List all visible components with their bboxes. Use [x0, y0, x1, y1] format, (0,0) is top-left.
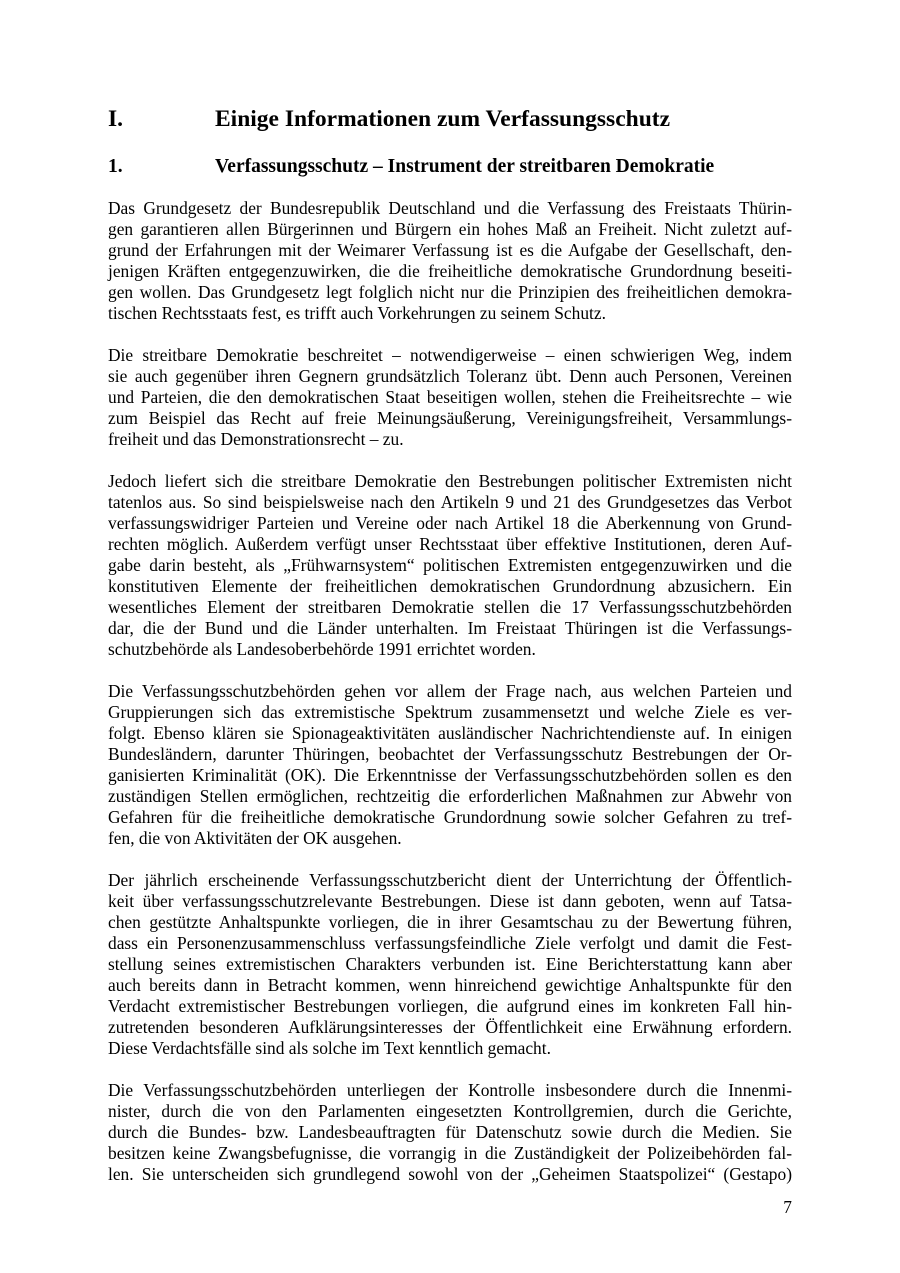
text-line: durch die Bundes- bzw. Landesbeauftragten für Datenschutz sowie durch die Medien. Sie [108, 1122, 792, 1142]
text-line: stellung seines extremistischen Charakters verbunden ist. Eine Berichterstattung kann aber [108, 954, 792, 974]
text-line: wesentliches Element der streitbaren Demokratie stellen die 17 Verfassungsschutzbehörden [108, 597, 792, 617]
text-line: zum Beispiel das Recht auf freie Meinungsäußerung, Vereinigungsfreiheit, Versammlungs- [108, 408, 792, 428]
body-text [108, 198, 792, 1206]
text-line: gen wollen. Das Grundgesetz legt folglich nicht nur die Prinzipien des freiheitlichen demokra- [108, 282, 792, 302]
text-line: dar, die der Bund und die Länder unterhalten. Im Freistaat Thüringen ist die Verfassungs- [108, 618, 792, 638]
text-line: Die Verfassungsschutzbehörden unterliegen der Kontrolle insbesondere durch die Innenmi- [108, 1080, 792, 1100]
text-line: fen, die von Aktivitäten der OK ausgehen. [108, 828, 402, 848]
text-line: dass ein Personenzusammenschluss verfassungsfeindliche Ziele verfolgt und damit die Fest- [108, 933, 792, 953]
paragraph [108, 681, 792, 849]
text-line: verfassungswidriger Parteien und Vereine oder nach Artikel 18 die Aberkennung von Grund- [108, 513, 792, 533]
text-line: nister, durch die von den Parlamenten eingesetzten Kontrollgremien, durch die Gerichte, [108, 1101, 792, 1121]
section-title: Verfassungsschutz – Instrument der streitbaren Demokratie [215, 156, 715, 177]
text-line: Die Verfassungsschutzbehörden gehen vor allem der Frage nach, aus welchen Parteien und [108, 681, 792, 701]
section-number: 1. [108, 156, 123, 177]
text-line: Diese Verdachtsfälle sind als solche im Text kenntlich gemacht. [108, 1038, 551, 1058]
text-line: gen garantieren allen Bürgerinnen und Bürgern ein hohes Maß an Freiheit. Nicht zuletzt auf- [108, 219, 792, 239]
text-line: auch bereits dann in Betracht kommen, wenn hinreichend gewichtige Anhaltspunkte für den [108, 975, 792, 995]
paragraph [108, 870, 792, 1059]
text-line: zutretenden besonderen Aufklärungsinteresses der Öffentlichkeit eine Erwähnung erfordern. [108, 1017, 792, 1037]
page-number: 7 [783, 1197, 792, 1217]
text-line: Der jährlich erscheinende Verfassungsschutzbericht dient der Unterrichtung der Öffentlich- [108, 870, 792, 890]
text-line: folgt. Ebenso klären sie Spionageaktivitäten ausländischer Nachrichtendienste auf. In einigen [108, 723, 792, 743]
text-line: chen gestützte Anhaltspunkte vorliegen, die in ihrer Gesamtschau zu der Bewertung führen, [108, 912, 792, 932]
text-line: zuständigen Stellen ermöglichen, rechtzeitig die erforderlichen Maßnahmen zur Abwehr von [108, 786, 792, 806]
text-line: Das Grundgesetz der Bundesrepublik Deutschland und die Verfassung des Freistaats Thürin- [108, 198, 792, 218]
text-line: Gruppierungen sich das extremistische Spektrum zusammensetzt und welche Ziele es ver- [108, 702, 792, 722]
text-line: gabe darin besteht, als „Frühwarnsystem“ politischen Extremisten entgegenzuwirken und die [108, 555, 792, 575]
text-line: len. Sie unterscheiden sich grundlegend sowohl von der „Geheimen Staatspolizei“ (Gestapo) [108, 1164, 792, 1184]
text-line: Verdacht extremistischer Bestrebungen vorliegen, die aufgrund eines im konkreten Fall hin- [108, 996, 792, 1016]
text-line: besitzen keine Zwangsbefugnisse, die vorrangig in die Zuständigkeit der Polizeibehörden fal- [108, 1143, 792, 1163]
text-line: Gefahren für die freiheitliche demokratische Grundordnung sowie solcher Gefahren zu tref- [108, 807, 792, 827]
text-line: Die streitbare Demokratie beschreitet – notwendigerweise – einen schwierigen Weg, indem [108, 345, 792, 365]
text-line: tatenlos aus. So sind beispielsweise nach den Artikeln 9 und 21 des Grundgesetzes das Verbot [108, 492, 792, 512]
chapter-number: I. [108, 106, 124, 132]
text-line: ganisierten Kriminalität (OK). Die Erkenntnisse der Verfassungsschutzbehörden sollen es den [108, 765, 792, 785]
text-line: Jedoch liefert sich die streitbare Demokratie den Bestrebungen politischer Extremisten nicht [108, 471, 792, 491]
text-line: und Parteien, die den demokratischen Staat beseitigen wollen, stehen die Freiheitsrechte – wie [108, 387, 792, 407]
text-line: keit über verfassungsschutzrelevante Bestrebungen. Diese ist dann geboten, wenn auf Tatsa- [108, 891, 792, 911]
text-line: konstitutiven Elemente der freiheitlichen demokratischen Grundordnung abzusichern. Ein [108, 576, 792, 596]
text-line: schutzbehörde als Landesoberbehörde 1991 errichtet worden. [108, 639, 536, 659]
section-heading [108, 156, 798, 178]
text-line: Bundesländern, darunter Thüringen, beobachtet der Verfassungsschutz Bestrebungen der Or- [108, 744, 792, 764]
text-line: sie auch gegenüber ihren Gegnern grundsätzlich Toleranz übt. Denn auch Personen, Vereinen [108, 366, 792, 386]
chapter-heading [108, 106, 798, 133]
text-line: rechten möglich. Außerdem verfügt unser Rechtsstaat über effektive Institutionen, deren Auf- [108, 534, 792, 554]
text-line: freiheit und das Demonstrationsrecht – zu. [108, 429, 404, 449]
text-line: tischen Rechtsstaats fest, es trifft auch Vorkehrungen zu seinem Schutz. [108, 303, 606, 323]
text-line: jenigen Kräften entgegenzuwirken, die die freiheitliche demokratische Grundordnung beseiti- [108, 261, 792, 281]
chapter-title: Einige Informationen zum Verfassungsschutz [215, 106, 671, 132]
paragraph [108, 1080, 792, 1185]
text-line: grund der Erfahrungen mit der Weimarer Verfassung ist es die Aufgabe der Gesellschaft, den- [108, 240, 792, 260]
paragraph [108, 345, 792, 450]
paragraph [108, 471, 792, 660]
paragraph [108, 198, 792, 324]
